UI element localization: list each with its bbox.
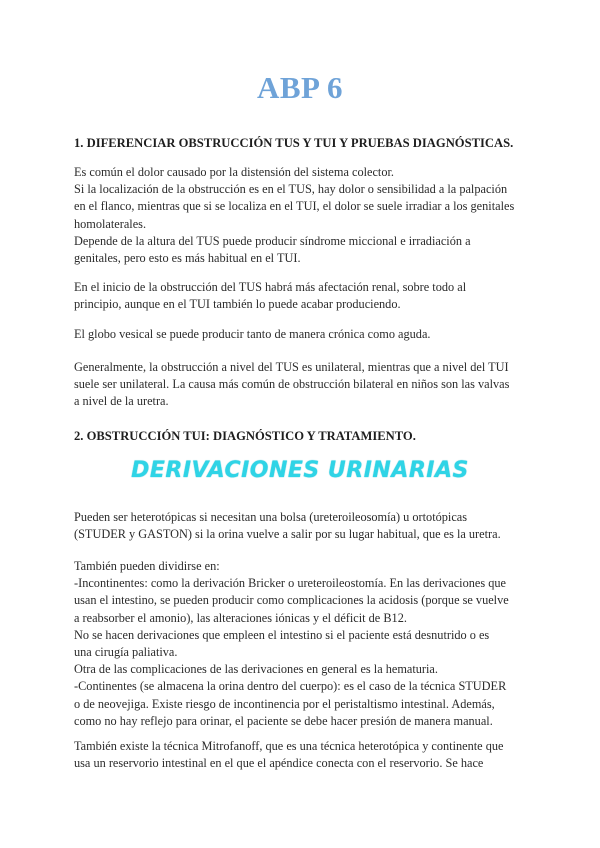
paragraph-1 <box>74 164 534 267</box>
text-line: (STUDER y GASTON) si la orina vuelve a salir por su lugar habitual, que es la uretra. <box>74 527 501 542</box>
text-line: principio, aunque en el TUI también lo puede acabar produciendo. <box>74 297 401 312</box>
paragraph-6 <box>74 558 534 730</box>
text-line: a nivel de la uretra. <box>74 394 169 409</box>
paragraph-3 <box>74 326 534 343</box>
text-line: -Continentes (se almacena la orina dentro del cuerpo): es el caso de la técnica STUDER <box>74 679 507 694</box>
paragraph-5 <box>74 509 534 543</box>
section-heading-2: 2. OBSTRUCCIÓN TUI: DIAGNÓSTICO Y TRATAMIENTO. <box>74 429 416 443</box>
section-heading-1: 1. DIFERENCIAR OBSTRUCCIÓN TUS Y TUI Y PRUEBAS DIAGNÓSTICAS. <box>74 136 514 150</box>
text-line: Pueden ser heterotópicas si necesitan una bolsa (ureteroileosomía) u ortotópicas <box>74 510 468 524</box>
text-line: En el inicio de la obstrucción del TUS habrá más afectación renal, sobre todo al <box>74 280 467 294</box>
paragraph-4 <box>74 359 534 411</box>
text-line: usan el intestino, se pueden producir como complicaciones la acidosis (porque se vuelve <box>74 593 509 608</box>
text-line: Si la localización de la obstrucción es en el TUS, hay dolor o sensibilidad a la palpación <box>74 182 508 197</box>
text-line: homolaterales. <box>74 216 147 231</box>
text-line: usa un reservorio intestinal en el que el apéndice conecta con el reservorio. Se hace <box>74 756 484 771</box>
text-line: Generalmente, la obstrucción a nivel del TUS es unilateral, mientras que a nivel del TUI <box>74 360 509 374</box>
paragraph-7 <box>74 738 534 772</box>
text-line: El globo vesical se puede producir tanto de manera crónica como aguda. <box>74 327 431 341</box>
text-line: a reabsorber el amonio), las alteraciones iónicas y el déficit de B12. <box>74 610 407 625</box>
text-line: genitales, pero esto es más habitual en el TUI. <box>74 251 301 266</box>
text-line: Depende de la altura del TUS puede producir síndrome miccional e irradiación a <box>74 233 471 248</box>
text-line: suele ser unilateral. La causa más común de obstrucción bilateral en niños son las valvas <box>74 377 510 392</box>
section-title-derivaciones: DERIVACIONES URINARIAS <box>131 458 469 483</box>
text-line: una cirugía paliativa. <box>74 645 178 660</box>
text-line: o de neovejiga. Existe riesgo de incontinencia por el peristaltismo intestinal. Además, <box>74 696 495 711</box>
text-line: en el flanco, mientras que si se localiza en el TUI, el dolor se suele irradiar a los genitales <box>74 199 515 214</box>
text-line: También existe la técnica Mitrofanoff, que es una técnica heterotópica y continente que <box>74 739 504 753</box>
text-line: Otra de las complicaciones de las derivaciones en general es la hematuria. <box>74 662 438 677</box>
paragraph-2 <box>74 279 534 313</box>
text-line: Es común el dolor causado por la distensión del sistema colector. <box>74 165 394 179</box>
text-line: como no hay reflejo para orinar, el paciente se debe hacer presión de manera manual. <box>74 713 493 728</box>
page-title: ABP 6 <box>256 70 344 105</box>
text-line: No se hacen derivaciones que empleen el intestino si el paciente está desnutrido o es <box>74 627 490 642</box>
text-line: -Incontinentes: como la derivación Bricker o ureteroileostomía. En las derivaciones que <box>74 576 506 591</box>
text-line: También pueden dividirse en: <box>74 559 220 573</box>
